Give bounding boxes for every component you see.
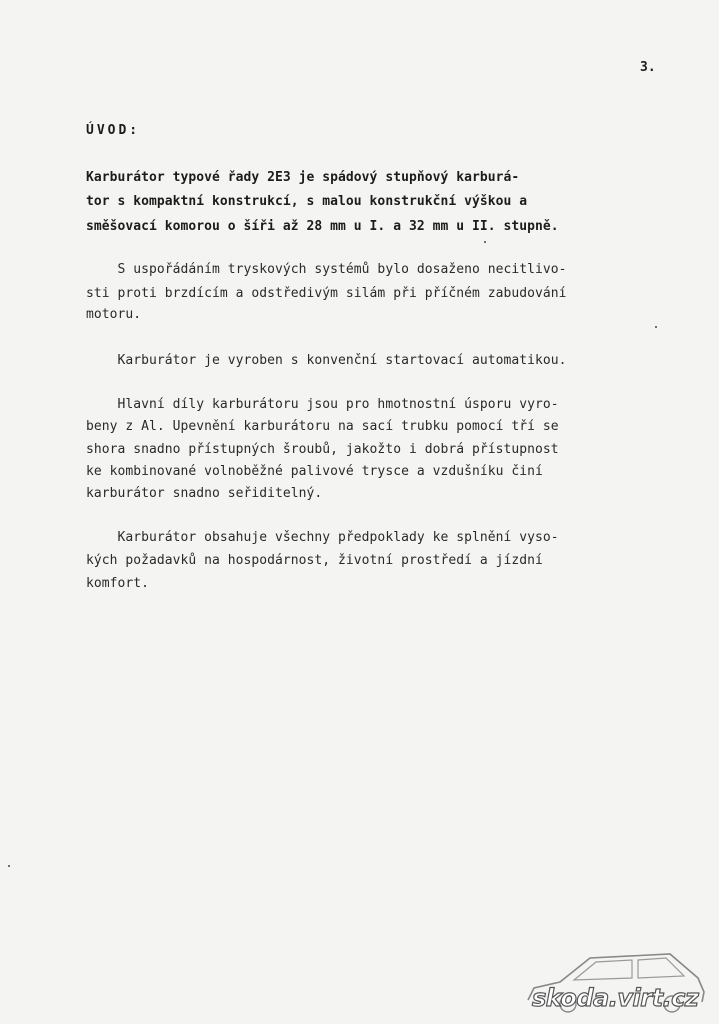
scan-speck: [655, 326, 657, 328]
text-line: karburátor snadno seřiditelný.: [86, 486, 323, 501]
text-line: tor s kompaktní konstrukcí, s malou konstrukční výškou a: [86, 194, 528, 209]
text-line: ke kombinované volnoběžné palivové trysce a vzdušníku činí: [86, 464, 543, 479]
text-line: S uspořádáním tryskových systémů bylo dosaženo necitlivo-: [86, 262, 567, 277]
text-line: kých požadavků na hospodárnost, životní prostředí a jízdní: [86, 553, 543, 568]
scan-speck: [8, 865, 10, 867]
text-line: Hlavní díly karburátoru jsou pro hmotnostní úsporu vyro-: [86, 397, 559, 412]
watermark-text: skoda.virt.cz: [532, 984, 699, 1012]
watermark: [520, 948, 710, 1018]
text-line: shora snadno přístupných šroubů, jakožto i dobrá přístupnost: [86, 442, 559, 457]
text-line: sti proti brzdícím a odstředivým silám při příčném zabudování: [86, 286, 567, 301]
text-line: beny z Al. Upevnění karburátoru na sací trubku pomocí tří se: [86, 419, 559, 434]
text-line: směšovací komorou o šíři až 28 mm u I. a 32 mm u II. stupně.: [86, 219, 559, 234]
text-line: motoru.: [86, 307, 142, 322]
section-heading: ÚVOD:: [86, 123, 141, 138]
text-line: komfort.: [86, 576, 150, 591]
text-line: Karburátor typové řady 2E3 je spádový stupňový karburá-: [86, 170, 520, 185]
text-line: Karburátor je vyroben s konvenční startovací automatikou.: [86, 353, 567, 368]
scan-speck: [484, 241, 486, 243]
text-line: Karburátor obsahuje všechny předpoklady ke splnění vyso-: [86, 530, 559, 545]
page-number: 3.: [640, 60, 656, 75]
